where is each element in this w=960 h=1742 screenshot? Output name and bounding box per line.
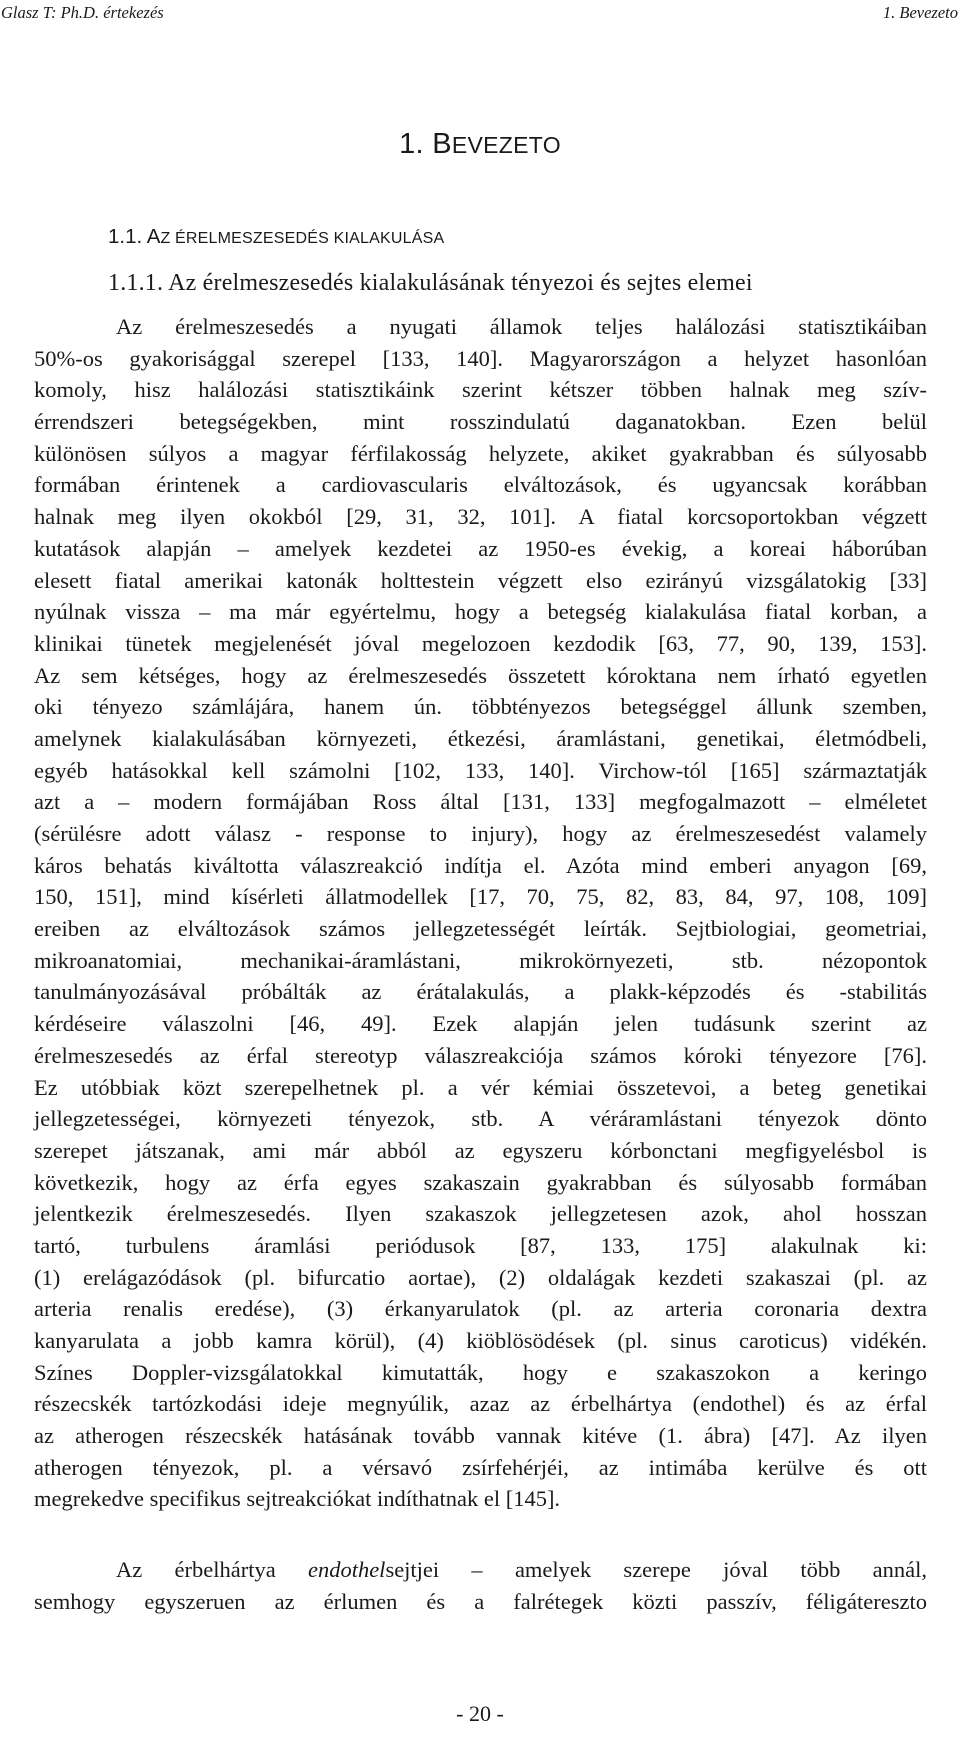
italic-term: endothel: [307, 1557, 386, 1582]
subsection-title: 1.1.1. Az érelmeszesedés kialakulásának tényezoi és sejtes elemei: [108, 270, 753, 296]
text-line: mikroanatomiai, mechanikai-áramlástani, mikrokörnyezeti, stb. nézopontok: [34, 947, 927, 973]
section-title-rest: Z ÉRELMESZESEDÉS KIALAKULÁSA: [160, 230, 445, 247]
text-line: részecskék tartózkodási ideje megnyúlik, azaz az érbelhártya (endothel) és az érfal: [34, 1391, 927, 1417]
text-line: az atherogen részecskék hatásának tovább vannak kitéve (1. ábra) [47]. Az ilyen: [34, 1423, 927, 1449]
header-left: Glasz T: Ph.D. értekezés: [1, 3, 164, 22]
text-line: amelynek kialakulásában környezeti, étkezési, áramlástani, genetikai, életmódbeli,: [34, 725, 927, 751]
text-fragment: Az érbelhártya: [116, 1557, 308, 1582]
text-line: kutatások alapján – amelyek kezdetei az 1950-es évekig, a koreai háborúban: [34, 535, 927, 561]
text-line: komoly, hisz halálozási statisztikáink szerint kétszer többen halnak meg szív-: [34, 377, 927, 403]
text-line: ereiben az elváltozások számos jellegzetességét leírták. Sejtbiologiai, geometriai,: [34, 916, 927, 942]
text-line: jelentkezik érelmeszesedés. Ilyen szakaszok jellegzetesen azok, ahol hosszan: [34, 1201, 927, 1227]
section-number: 1.1. A: [108, 225, 161, 248]
text-line: azt a – modern formájában Ross által [131, 133] megfogalmazott – elméletet: [34, 789, 927, 815]
chapter-title-rest: EVEZETO: [451, 132, 561, 158]
running-header: [0, 2, 960, 24]
text-line: Színes Doppler-vizsgálatokkal kimutatták, hogy e szakaszokon a keringo: [34, 1359, 927, 1385]
text-line: kanyarulata a jobb kamra körül), (4) kiöblösödések (pl. sinus caroticus) vidékén.: [34, 1328, 927, 1353]
text-line: klinikai tünetek megjelenését jóval megelozoen kezdodik [63, 77, 90, 139, 153].: [34, 630, 927, 656]
text-line: szerepet játszanak, ami már abból az egyszeru kórbonctani megfigyelésbol is: [34, 1137, 927, 1163]
text-line: 50%-os gyakorisággal szerepel [133, 140]. Magyarországon a helyzet hasonlóan: [34, 345, 927, 371]
text-line: egyéb hatásokkal kell számolni [102, 133, 140]. Virchow-tól [165] származtatják: [34, 757, 927, 783]
text-line: érrendszeri betegségekben, mint rosszindulatú daganatokban. Ezen belül: [34, 409, 927, 435]
text-line: elesett fiatal amerikai katonák holttestein végzett elso ezirányú vizsgálatokig [33]: [34, 567, 927, 593]
text-line: atherogen tényezok, pl. a vérsavó zsírfehérjéi, az intimába kerülve és ott: [34, 1454, 927, 1480]
chapter-title: [0, 126, 960, 163]
text-line: 150, 151], mind kísérleti állatmodellek [17, 70, 75, 82, 83, 84, 97, 108, 109]: [34, 884, 927, 910]
text-line: Az érelmeszesedés a nyugati államok teljes halálozási statisztikáiban: [116, 314, 927, 339]
text-line: nyúlnak vissza – ma már egyértelmu, hogy a betegség kialakulása fiatal korban, a: [34, 599, 927, 625]
text-line: érelmeszesedés az érfal stereotyp válaszreakciója számos kóroki tényezore [76].: [34, 1042, 927, 1068]
text-line: különösen súlyos a magyar férfilakosság helyzete, akiket gyakrabban és súlyosabb: [34, 440, 927, 466]
text-line: (sérülésre adott válasz - response to injury), hogy az érelmeszesedést valamely: [34, 821, 927, 846]
page-number: - 20 -: [456, 1701, 504, 1726]
text-line: Ez utóbbiak közt szerepelhetnek pl. a vér kémiai összetevoi, a beteg genetikai: [34, 1074, 927, 1100]
paragraph-1: [34, 311, 927, 1515]
chapter-number: 1. B: [399, 128, 452, 160]
text-line: következik, hogy az érfa egyes szakaszain gyakrabban és súlyosabb formában: [34, 1169, 927, 1195]
text-line: oki tényezo számlájára, hanem ún. többtényezos betegséggel állunk szemben,: [34, 694, 927, 720]
paragraph-2: [34, 1554, 927, 1617]
text-line: megrekedve specifikus sejtreakciókat indíthatnak el [145].: [34, 1486, 561, 1512]
text-line: [34, 1554, 927, 1586]
text-fragment: sejtjei – amelyek szerepe jóval több annál,: [385, 1557, 928, 1582]
text-line: tartó, turbulens áramlási periódusok [87, 133, 175] alakulnak ki:: [34, 1232, 927, 1258]
text-line: jellegzetességei, környezeti tényezok, stb. A véráramlástani tényezok dönto: [34, 1106, 927, 1132]
text-line: halnak meg ilyen okokból [29, 31, 32, 101]. A fiatal korcsoportokban végzett: [34, 504, 927, 530]
text-line: tanulmányozásával próbálták az érátalakulás, a plakk-képzodés és -stabilitás: [34, 979, 927, 1005]
text-line: arteria renalis eredése), (3) érkanyarulatok (pl. az arteria coronaria dextra: [34, 1296, 927, 1322]
text-line: (1) erelágazódások (pl. bifurcatio aortae), (2) oldalágak kezdeti szakaszai (pl. az: [34, 1264, 927, 1290]
text-line: kérdéseire válaszolni [46, 49]. Ezek alapján jelen tudásunk szerint az: [34, 1011, 927, 1037]
text-line: Az sem kétséges, hogy az érelmeszesedés összetett kóroktana nem írható egyetlen: [34, 662, 927, 688]
header-right: 1. Bevezeto: [882, 3, 958, 22]
section-title: [108, 224, 444, 252]
text-line: formában érintenek a cardiovascularis elváltozások, és ugyancsak korábban: [34, 472, 927, 498]
text-line: káros behatás kiváltotta válaszreakció indítja el. Azóta mind emberi anyagon [69,: [34, 852, 927, 878]
text-line: semhogy egyszeruen az érlumen és a falrétegek közti passzív, féligátereszto: [34, 1588, 927, 1614]
